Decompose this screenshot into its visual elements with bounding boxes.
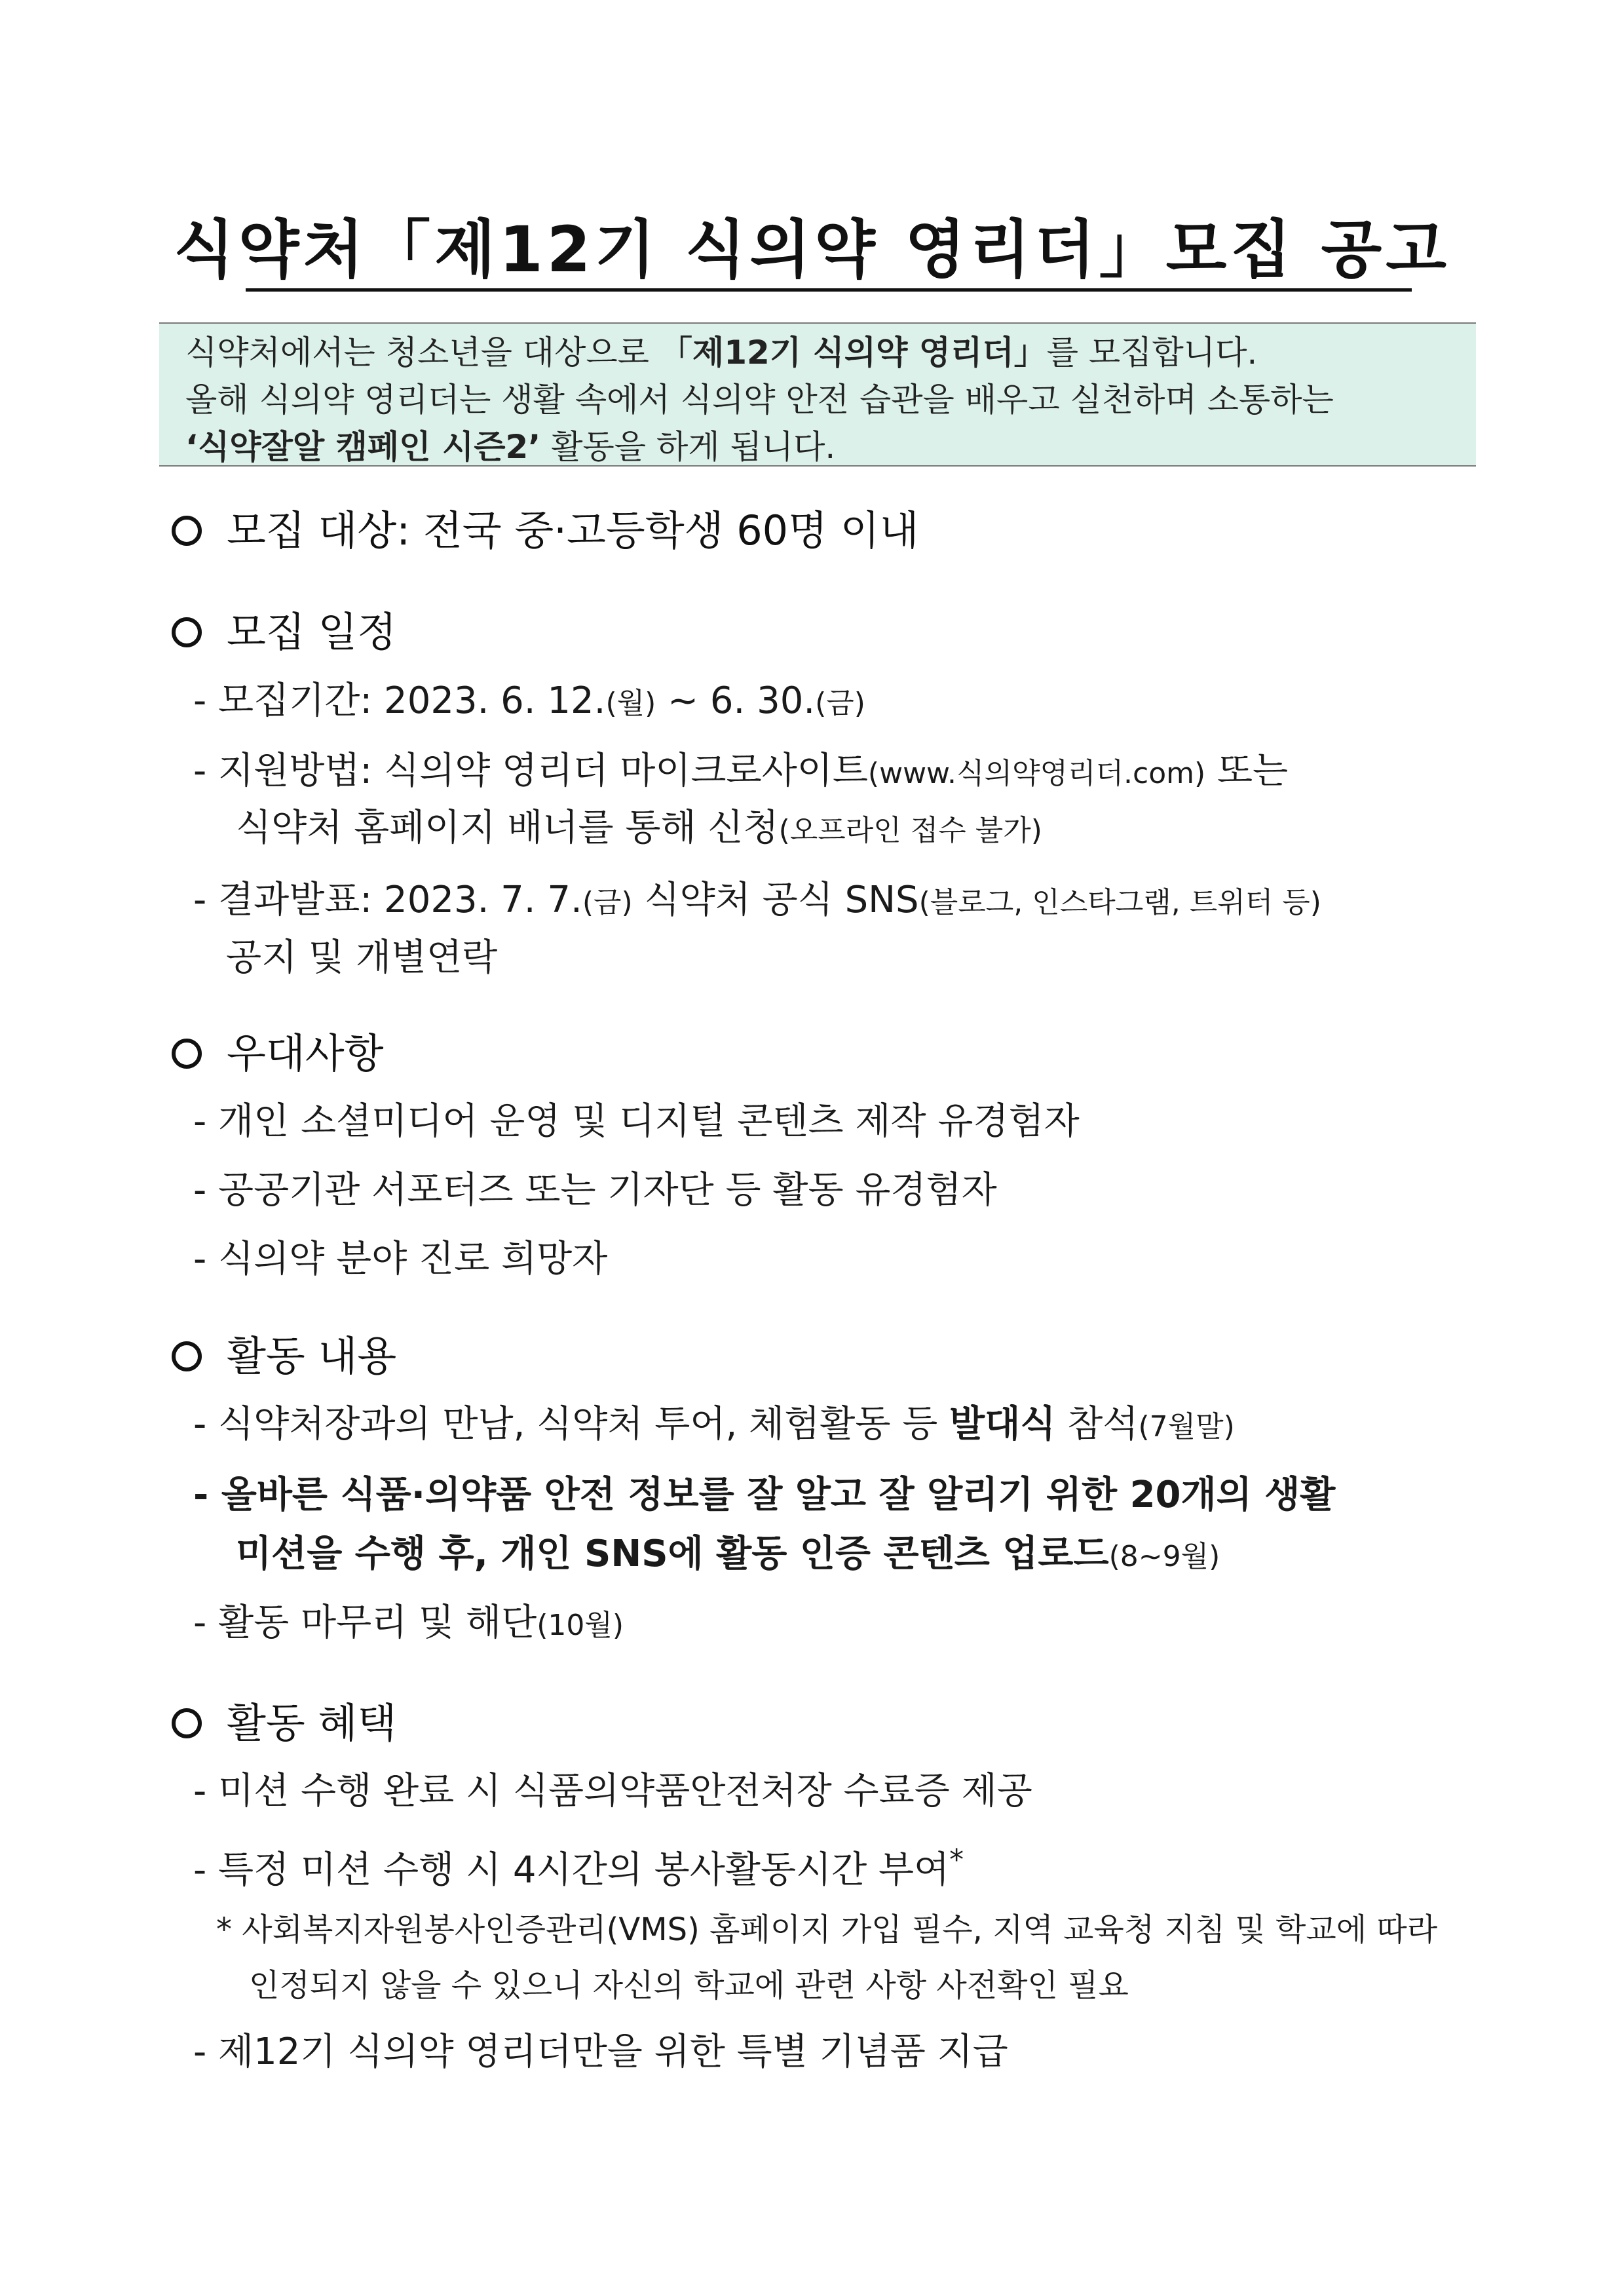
preference-item: - 공공기관 서포터즈 또는 기자단 등 활동 유경험자 — [193, 1169, 997, 1212]
footnote-mark: * — [949, 1843, 964, 1877]
section-benefit — [172, 1697, 396, 1750]
activity-date: (8~9월) — [1108, 1540, 1220, 1573]
section-heading: 우대사항 — [227, 1029, 384, 1077]
section-heading: 모집 일정 — [227, 608, 397, 656]
period-day: (월) — [605, 687, 656, 720]
activity-highlight: 발대식 — [949, 1403, 1056, 1445]
page-title: 식약처「제12기 식의약 영리더」모집 공고 — [174, 213, 1450, 286]
benefit-text: - 특정 미션 수행 시 4시간의 봉사활동시간 부여 — [193, 1848, 950, 1892]
period-day: (금) — [815, 687, 865, 720]
section-preference — [172, 1027, 384, 1080]
circle-bullet-icon — [172, 1708, 202, 1738]
circle-bullet-icon — [172, 1341, 202, 1371]
activity-date: (10월) — [537, 1609, 624, 1642]
intro-program-name: 「제12기 식의약 영리더」 — [659, 334, 1047, 372]
method-text: 또는 — [1205, 750, 1289, 792]
activity-text: 참석 — [1055, 1403, 1139, 1445]
result-text: 식약처 공식 SNS — [632, 879, 919, 921]
activity-text: - 식약처장과의 만남, 식약처 투어, 체험활동 등 — [193, 1403, 950, 1445]
schedule-method-cont — [236, 804, 1042, 855]
result-note: (블로그, 인스타그램, 트위터 등) — [918, 886, 1321, 919]
circle-bullet-icon — [172, 617, 202, 647]
activity-date: (7월말) — [1138, 1410, 1235, 1444]
activity-item-2-cont — [236, 1530, 1220, 1581]
benefit-note-line-2: 인정되지 않을 수 있으니 자신의 학교에 관련 사항 사전확인 필요 — [249, 1967, 1129, 2004]
intro-text: 식약처에서는 청소년을 대상으로 — [185, 334, 660, 372]
title-underline — [246, 288, 1412, 292]
schedule-result — [193, 876, 1321, 927]
section-schedule — [172, 606, 396, 659]
section-activity — [172, 1330, 396, 1383]
circle-bullet-icon — [172, 1039, 202, 1069]
section-heading: 모집 대상: 전국 중·고등학생 60명 이내 — [227, 507, 919, 554]
intro-line-3 — [185, 423, 1456, 470]
benefit-item-2 — [193, 1836, 964, 1895]
schedule-period — [193, 677, 865, 728]
benefit-item-1: - 미션 수행 완료 시 식품의약품안전처장 수료증 제공 — [193, 1770, 1032, 1812]
method-note: (오프라인 접수 불가) — [778, 814, 1042, 847]
intro-text: 활동을 하게 됩니다. — [540, 428, 836, 466]
activity-item-2: - 올바른 식품·의약품 안전 정보를 잘 알고 잘 알리기 위한 20개의 생활 — [193, 1474, 1336, 1516]
period-text: ~ 6. 30. — [656, 679, 816, 722]
intro-line-1 — [185, 329, 1456, 376]
benefit-note-line-1: * 사회복지자원봉사인증관리(VMS) 홈페이지 가입 필수, 지역 교육청 지침 및 학교에 따라 — [216, 1911, 1438, 1948]
activity-item-3 — [193, 1599, 624, 1650]
schedule-result-cont: 공지 및 개별연락 — [226, 936, 498, 979]
benefit-item-3: - 제12기 식의약 영리더만을 위한 특별 기념품 지급 — [193, 2031, 1008, 2073]
intro-line-2: 올해 식의약 영리더는 생활 속에서 식의약 안전 습관을 배우고 실천하며 소통하는 — [185, 381, 1334, 419]
schedule-method — [193, 747, 1288, 798]
preference-item: - 식의약 분야 진로 희망자 — [193, 1238, 608, 1280]
intro-text: 를 모집합니다. — [1046, 334, 1258, 372]
intro-campaign-name: ‘식약잘알 캠페인 시즌2’ — [185, 428, 541, 466]
activity-text: - 활동 마무리 및 해단 — [193, 1601, 537, 1644]
section-heading: 활동 내용 — [227, 1332, 397, 1380]
intro-box — [159, 322, 1476, 467]
section-target — [172, 505, 919, 557]
method-text: 식약처 홈페이지 배너를 통해 신청 — [236, 807, 779, 849]
result-day: (금) — [582, 886, 633, 919]
period-text: - 모집기간: 2023. 6. 12. — [193, 679, 606, 722]
section-heading: 활동 혜택 — [227, 1699, 397, 1747]
method-text: - 지원방법: 식의약 영리더 마이크로사이트 — [193, 750, 868, 792]
circle-bullet-icon — [172, 516, 202, 546]
activity-highlight: 미션을 수행 후, 개인 SNS에 활동 인증 콘텐츠 업로드 — [236, 1533, 1109, 1575]
preference-item: - 개인 소셜미디어 운영 및 디지털 콘텐츠 제작 유경험자 — [193, 1100, 1080, 1143]
method-url: (www.식의약영리더.com) — [867, 757, 1206, 790]
activity-item-1 — [193, 1400, 1235, 1451]
result-text: - 결과발표: 2023. 7. 7. — [193, 879, 582, 921]
